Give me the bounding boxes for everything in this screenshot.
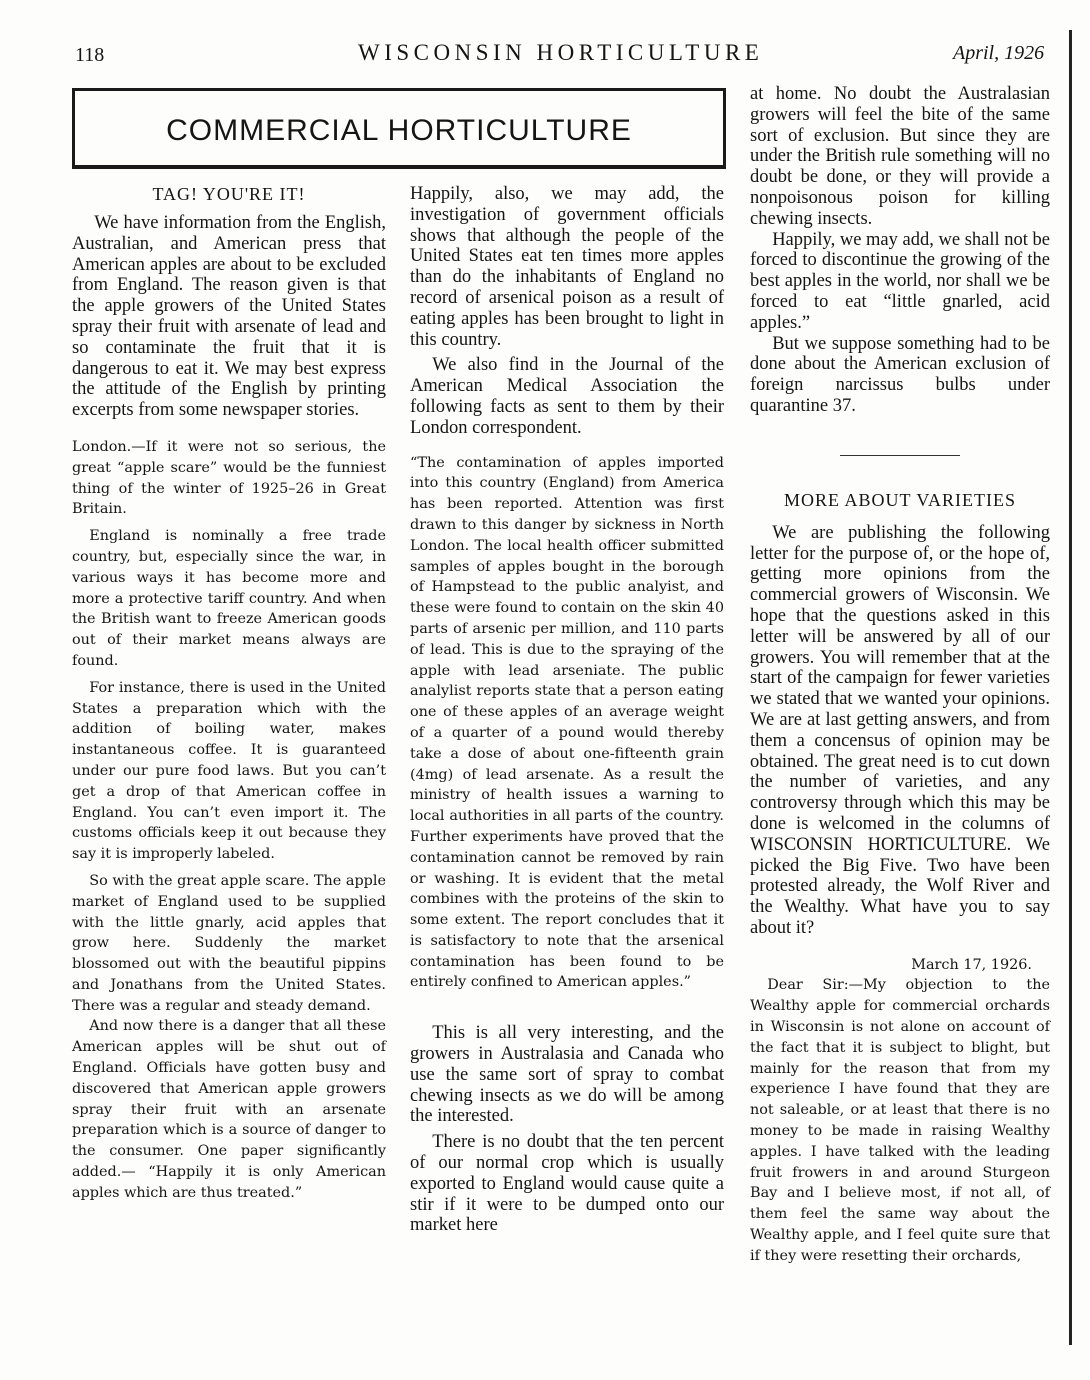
newspaper-excerpt: London.—If it were not so serious, the great “apple scare” would be the funniest thing of the winter of 1925–26 in Great Britain. (72, 438, 386, 518)
body-paragraph: This is all very interesting, and the growers in Australasia and Canada who use the same sort of spray to combat chewing insects as we do will be among the interested. (410, 1023, 724, 1127)
section-title: COMMERCIAL HORTICULTURE (166, 114, 632, 147)
letter-date: March 17, 1926. (911, 956, 1032, 973)
section-divider (840, 455, 960, 456)
letter-body: Dear Sir:—My objection to the Wealthy apple for commercial orchards in Wisconsin is not alone on account of the fact that it is subject to blight, but mainly for the reason that from my experience I have found that they are not saleable, or at least that there is no money to be made in raising Wealthy apples. I have talked with the leading fruit frowers in and around Sturgeon Bay and I believe most, if not all, of them feel the same way about the Wealthy apple, and I feel quite sure that if they were resetting their orchards, (750, 977, 1050, 1264)
journal-quote: “The contamination of apples imported into this country (England) from America has been reported. Attention was first drawn to this danger by sickness in North London. The local health officer submitted samples of apples bought in the borough of Hampstead to the public analyist, and these were found to contain on the skin 40 parts of arsenic per million, and 110 parts of lead. This is due to the spraying of the apple with lead arseniate. The public analylist reports state that a person eating one of these apples of an average weight of a quarter of a pound would thereby take a dose of about one-fifteenth grain (4mg) of lead arsenate. As a result the ministry of health issues a warning to local authorities in all parts of the country. Further experiments have proved that the contamination cannot be removed by rain or washing. It is evident that the metal combines with the proteins of the skin to some extent. The report concludes that it is satisfactory to note that the arsenical contamination has been found to be entirely confined to American apples.” (410, 454, 724, 991)
page-number: 118 (75, 44, 105, 66)
body-paragraph: Happily, also, we may add, the investigation of government officials shows that although the people of the United States eat ten times more apples than do the inhabitants of England no record of arsenical poison as a result of eating apples has been brought to light in this country. (410, 184, 724, 350)
article-heading: TAG! YOU'RE IT! (152, 184, 306, 204)
newspaper-excerpt: England is nominally a free trade country, but, especially since the war, in various ways it has become more and more a protective tariff country. And when the British want to freeze American goods out of their market means always are found. (72, 528, 386, 669)
article-heading: MORE ABOUT VARIETIES (783, 489, 1017, 510)
issue-date: April, 1926 (953, 42, 1045, 64)
body-paragraph: But we suppose something had to be done about the American exclusion of foreign narcissus bulbs under quarantine 37. (750, 333, 1050, 416)
column-1 (72, 184, 386, 1204)
body-paragraph: We are publishing the following letter for the purpose of, or the hope of, getting more opinions from the commercial growers of Wisconsin. We hope that the questions asked in this letter will be answered by all of our growers. You will remember that at the start of the campaign for fewer varieties we stated that we wanted your opinions. We are at last getting answers, and from them a concensus of opinion may be obtained. The great need is to cut down the number of varieties, and any controversy through which this may be done is welcomed in the columns of WISCONSIN HORTICULTURE. We picked the Big Five. Two have been protested already, the Wolf River and the Wealthy. What have you to say about it? (750, 522, 1050, 938)
journal-title: WISCONSIN HORTICULTURE (358, 40, 764, 65)
newspaper-excerpt: So with the great apple scare. The apple market of England used to be supplied with the little gnarly, acid apples that grow here. Suddenly the market blossomed out with the beautiful pippins and Jonathans from the United States. There was a regular and steady demand. (72, 872, 386, 1014)
body-paragraph: There is no doubt that the ten percent of our normal crop which is usually exported to England would cause quite a stir if it were to be dumped onto our market here (410, 1132, 724, 1236)
body-paragraph: Happily, we may add, we shall not be forced to discontinue the growing of the best apples in the world, nor shall we be forced to eat “little gnarled, acid apples.” (750, 229, 1050, 333)
body-paragraph: We also find in the Journal of the American Medical Association the following facts as sent to them by their London correspondent. (410, 355, 724, 438)
newspaper-excerpt: And now there is a danger that all these American apples will be shut out of England. Officials have gotten busy and discovered that American apple growers spray their fruit with an arsenate preparation which is a source of danger to the consumer. One paper significantly added.— “Happily it is only American apples which are thus treated.” (72, 1018, 386, 1201)
newspaper-excerpt: For instance, there is used in the United States a preparation which with the addition of boiling water, makes instantaneous coffee. It is guaranteed under our pure food laws. But you can’t get a drop of that American coffee in England. You can’t even import it. The customs officials keep it out because they say it is improperly labeled. (72, 679, 386, 863)
page-edge-rule (1069, 30, 1072, 1345)
page-header (0, 38, 1090, 74)
column-3 (750, 84, 1050, 1267)
column-2 (410, 184, 724, 1236)
section-title-box (72, 88, 726, 169)
body-paragraph: at home. No doubt the Australasian growers will feel the bite of the same sort of exclusion. But since they are under the British rule something will no doubt be done, or they will provide a nonpoisonous poison for killing chewing insects. (750, 84, 1050, 229)
article-intro: We have information from the English, Australian, and American press that American apples are about to be excluded from England. The reason given is that the apple growers of the United States spray their fruit with arsenate of lead and so contaminate the fruit that it is dangerous to eat it. We may best express the attitude of the English by printing excerpts from some newspaper stories. (72, 213, 386, 421)
